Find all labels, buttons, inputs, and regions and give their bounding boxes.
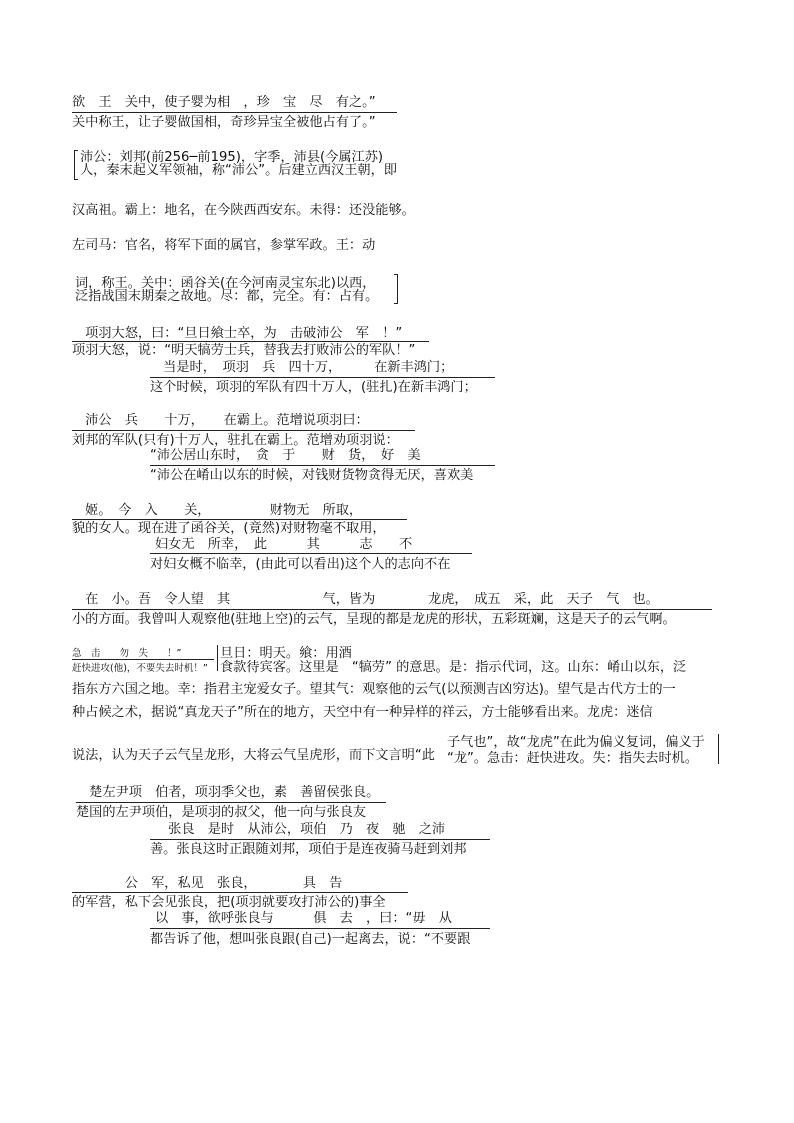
annotation-line: 左司马：官名，将军下面的属官，参掌军政。王：动 <box>72 238 376 253</box>
translation-line: 这个时候，项羽的军队有四十万人，(驻扎)在新丰鸿门； <box>150 380 477 395</box>
translation-line: 的军营，私下会见张良，把(项羽就要攻打沛公的)事全 <box>72 895 386 910</box>
annotation-line: 词，称王。关中：函谷关(在今河南灵宝东北)以西， <box>75 276 376 291</box>
annotation-line: 人，秦末起义军领袖，称“沛公”。后建立西汉王朝，即 <box>80 163 397 178</box>
original-text-line: “沛公居山东时， 贪 于 财 货， 好 美 <box>150 448 421 463</box>
annotation-line: 指东方六国之地。幸：指君主宠爱女子。望其气：观察他的云气(以预测吉凶穷达)。望气是古代方士的一 <box>72 682 676 697</box>
translation-line: 对妇女概不临幸，(由此可以看出)这个人的志向不在 <box>150 557 451 572</box>
annotation-line: 汉高祖。霸上：地名，在今陕西西安东。未得：还没能够。 <box>72 203 415 218</box>
original-text-line: 以 事，欲呼张良与 俱 去 ，曰：“毋 从 <box>155 911 452 926</box>
annotation-line: 种占候之术，据说“真龙天子”所在的地方，天空中有一种异样的祥云，方士能够看出来。龙虎：迷信 <box>72 705 653 720</box>
original-text-line: 沛公 兵 十万， 在霸上。范增说项羽曰： <box>72 413 369 428</box>
annotation-line: 子气也”，故“龙虎”在此为偏义复词，偏义于 <box>447 735 705 750</box>
original-text-line: 楚左尹项 伯者，项羽季父也，素 善留侯张良。 <box>76 785 380 800</box>
translation-line: 善。张良这时正跟随刘邦，项伯于是连夜骑马赶到刘邦 <box>150 842 467 857</box>
translation-line: 小的方面。我曾叫人观察他(驻地上空)的云气，呈现的都是龙虎的形状，五彩斑斓，这是天子的云气啊。 <box>72 612 676 627</box>
translation-line: 刘邦的军队(只有)十万人，驻扎在霸上。范增劝项羽说： <box>72 433 399 448</box>
annotation-line: “龙”。急击：赶快进攻。失：指失去时机。 <box>447 751 699 766</box>
translation-line: 项羽大怒，说：“明天犒劳士兵，替我去打败沛公的军队！” <box>72 343 416 358</box>
original-text-line: 妇女无 所幸， 此 其 志 不 <box>155 537 413 552</box>
translation-line: 貌的女人。现在进了函谷关，(竟然)对财物毫不取用， <box>72 521 386 536</box>
translation-line: “沛公在崤山以东的时候，对钱财货物贪得无厌，喜欢美 <box>150 468 474 483</box>
original-text-line: 姬。 今 入 关， 财物无 所取， <box>72 503 363 518</box>
text-line: 欲 王 关中，使子婴为相 ，珍 宝 尽 有之。” <box>72 95 376 110</box>
translation-line: 都告诉了他，想叫张良跟(自己)一起离去，说：“不要跟 <box>150 932 471 947</box>
original-text-line-small: 急 击 勿 失 ！” <box>72 648 182 659</box>
original-text-line: 公 军，私见 张良， 具 告 <box>72 876 343 891</box>
annotation-line: 旦日：明天。飨：用酒 <box>220 646 352 661</box>
text-line: 关中称王，让子婴做国相，奇珍异宝全被他占有了。” <box>72 115 376 130</box>
original-text-line: 张良 是时 从沛公，项伯 乃 夜 驰 之沛 <box>155 822 446 837</box>
annotation-line: 泛指战国末期秦之故地。尽：都，完全。有：占有。 <box>75 289 379 304</box>
original-text-line: 当是时， 项羽 兵 四十万， 在新丰鸿门； <box>150 360 454 375</box>
translation-line-small: 赶快进攻(他)，不要失去时机！” <box>72 663 208 674</box>
original-text-line: 项羽大怒，曰：“旦日飨士卒，为 击破沛公 军 ！” <box>72 326 403 341</box>
annotation-line: 食款待宾客。这里是 “犒劳” 的意思。是：指示代词，这。山东：崤山以东，泛 <box>220 660 687 675</box>
annotation-line: 沛公：刘邦(前256─前195)，字季，沛县(今属江苏) <box>80 150 384 165</box>
annotation-line: 说法，认为天子云气呈龙形，大将云气呈虎形，而下文言明“此 <box>72 748 435 763</box>
translation-line: 楚国的左尹项伯，是项羽的叔父，他一向与张良友 <box>76 805 367 820</box>
original-text-line: 在 小。吾 令人望 其 气，皆为 龙虎， 成五 采，此 天子 气 也。 <box>72 592 659 607</box>
